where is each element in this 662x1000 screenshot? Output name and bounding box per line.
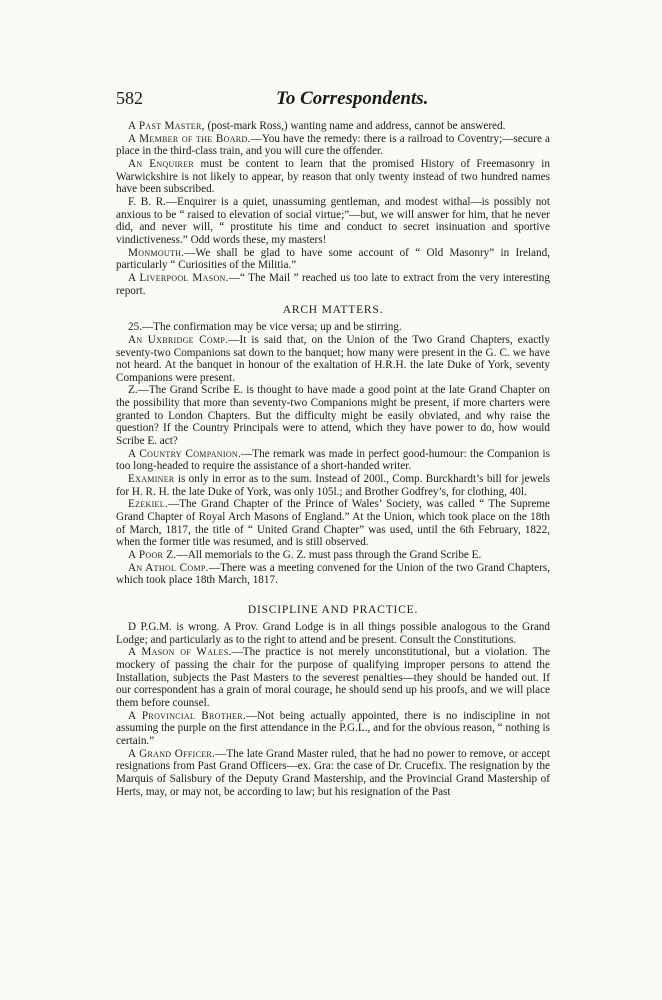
paragraph [116, 272, 550, 297]
paragraph [116, 196, 550, 247]
paragraph-lead: D P.G.M. [128, 620, 172, 633]
correspondents-block [116, 120, 550, 297]
paragraph-text: —The remark was made in perfect good-humour: the Companion is too long-headed to require the assistance of a short-handed writer. [116, 447, 551, 473]
paragraph-lead: A Country Companion. [128, 447, 242, 460]
section-heading-arch-matters: ARCH MATTERS. [282, 304, 384, 317]
paragraph [116, 473, 550, 498]
paragraph-text: —There was a meeting convened for the Union of the two Grand Chapters, which took place 18th March, 1817. [116, 561, 551, 587]
paragraph-text: is wrong. A Prov. Grand Lodge is in all things possible analogous to the Grand Lodge; and particularly as to the right to attend and be present. Consult the Constitutions. [116, 620, 550, 646]
arch-matters-section [116, 321, 550, 587]
paragraph-text: —Enquirer is a quiet, unassuming gentleman, and modest withal—is possibly not anxious to be “ raised to elevation of social virtue;”—but, we will answer for him, that he never did, and never will, “ prostitute his time and conduct to secret insinuation and sportive vindictiveness.” Odd words these, my masters! [116, 195, 551, 246]
paragraph [116, 247, 550, 272]
paragraph-text: —The Grand Chapter of the Prince of Wales’ Society, was called “ The Supreme Grand Chapter of Royal Arch Masons of England.” At the Union, which took place on the 18th of March, 1817, the title of “ United Grand Chapter” was used, until the 6th February, 1822, when the former title was resumed, and is still observed. [116, 498, 550, 549]
paragraph [116, 158, 550, 196]
paragraph-lead: An Athol Comp. [128, 561, 209, 574]
paragraph-text: must be content to learn that the promised History of Freemasonry in Warwickshire is not likely to appear, by reason that only twenty instead of two hundred names have been subscribed. [116, 157, 550, 196]
paragraph-lead: A Poor Z. [128, 549, 177, 561]
paragraph [116, 334, 550, 385]
paragraph-lead: A Member of the Board. [128, 132, 251, 145]
page-header [116, 88, 550, 110]
paragraph-lead: Z. [128, 384, 138, 397]
paragraph-text: —“ The Mail ” reached us too late to extract from the very interesting report. [116, 271, 550, 297]
paragraph-text: —The practice is not merely unconstitutional, but a violation. The mockery of passing the chair for the purpose of qualifying improper persons to attend the Installation, subjects the Past Masters to the severest penalties—they should be handed out. If our correspondent has a grain of moral courage, he should send up his proofs, and we will place them before counsel. [116, 646, 550, 709]
paragraph-text: is only in error as to the sum. Instead of 200l., Comp. Burckhardt’s bill for jewels for H. R. H. the late Duke of York, was only 105l.; and Brother Godfrey’s, for clothing, 40l. [116, 473, 550, 498]
paragraph-text: —The late Grand Master ruled, that he had no power to remove, or accept resignations from Past Grand Officers—ex. Gra: the case of Dr. Crucefix. The resignation by the Marquis of Salisbury of the Deputy Grand Mastership, and the Provincial Grand Mastership of Herts, may, or may not, be according to law; but his resignation of the Past [116, 747, 550, 798]
paragraph-lead: F. B. R. [128, 195, 166, 208]
paragraph [116, 321, 550, 334]
paragraph [116, 133, 550, 158]
paragraph [116, 646, 550, 709]
paragraph-lead: A Liverpool Mason. [128, 271, 229, 284]
section-gap [116, 587, 550, 597]
section-heading-discipline: DISCIPLINE AND PRACTICE. [247, 603, 419, 616]
paragraph-text: —The confirmation may be vice versa; up and be stirring. [141, 321, 402, 334]
paragraph-lead: An Uxbridge Comp. [128, 333, 229, 346]
paragraph [116, 621, 550, 646]
paragraph-lead: Monmouth. [128, 246, 185, 259]
page-number: 582 [116, 88, 143, 108]
paragraph-lead: 25. [128, 321, 142, 334]
paragraph [116, 562, 550, 587]
paragraph [116, 549, 550, 562]
running-title: To Correspondents. [276, 88, 429, 109]
paragraph-lead: A Past Master, [128, 120, 205, 132]
discipline-section [116, 621, 550, 798]
paragraph [116, 710, 550, 748]
paragraph [116, 448, 550, 473]
paragraph-text: —We shall be glad to have some account of “ Old Masonry” in Ireland, particularly “ Curiosities of the Militia.” [116, 246, 550, 272]
paragraph-lead: A Provincial Brother. [128, 709, 246, 722]
paragraph-text: —All memorials to the G. Z. must pass through the Grand Scribe E. [176, 549, 482, 561]
paragraph [116, 498, 550, 549]
paragraph-lead: An Enquirer [128, 157, 195, 170]
paragraph-text: (post-mark Ross,) wanting name and address, cannot be answered. [204, 120, 506, 132]
paragraph-lead: Ezekiel. [128, 498, 169, 511]
paragraph-lead: A Mason of Wales. [128, 646, 232, 659]
paragraph [116, 120, 550, 133]
paragraph-text: —It is said that, on the Union of the Two Grand Chapters, exactly seventy-two Companions sat down to the banquet; how many were present in the G. C. we have not heard. At the banquet in honour of the exaltation of H.R.H. the late Duke of York, seventy Companions were present. [116, 333, 550, 384]
paragraph [116, 748, 550, 799]
paragraph-lead: A Grand Officer. [128, 747, 216, 760]
paragraph-text: —You have the remedy: there is a railroad to Coventry;—secure a place in the third-class train, and you will cure the offender. [116, 132, 550, 158]
paragraph-text: —Not being actually appointed, there is no indiscipline in not assuming the purple on the first attendance in the P.G.L., and for the obvious reason, “ nothing is certain.” [116, 709, 550, 747]
paragraph-text: —The Grand Scribe E. is thought to have made a good point at the late Grand Chapter on the possibility that more than seventy-two Companions might be present, if more charters were granted to London Chapters. But the difficulty might be easily obviated, and why raise the question? If the Country Principals were to attend, which they have power to do, how would Scribe E. act? [116, 384, 550, 448]
paragraph [116, 384, 550, 447]
paragraph-lead: Examiner [128, 473, 175, 486]
